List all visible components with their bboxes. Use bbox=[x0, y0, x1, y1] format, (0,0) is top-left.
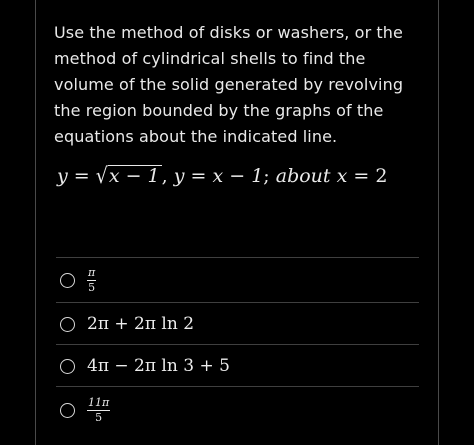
answer-option-1[interactable] bbox=[56, 259, 419, 301]
eq-radicand: x − 1 bbox=[108, 165, 160, 187]
answer-option-2[interactable] bbox=[56, 303, 419, 345]
equation-line bbox=[57, 165, 387, 187]
eq-line2: y = x − 1 bbox=[173, 165, 264, 187]
option-fraction: $\frac{11\pi}{5}$ bbox=[88, 395, 110, 424]
radio-icon[interactable] bbox=[60, 317, 75, 332]
eq-about-value: 2 bbox=[375, 165, 388, 187]
radio-icon[interactable] bbox=[60, 403, 75, 418]
sqrt-icon: √ bbox=[95, 163, 108, 189]
option-label: 2π + 2π ln 2 bbox=[87, 314, 195, 334]
divider bbox=[56, 386, 419, 387]
answer-option-3[interactable] bbox=[56, 345, 419, 387]
eq-sep1: , bbox=[161, 165, 174, 187]
divider bbox=[56, 257, 419, 258]
radio-icon[interactable] bbox=[60, 359, 75, 374]
option-fraction: $\frac{\pi}{5}$ bbox=[88, 265, 96, 294]
option-label: 4π − 2π ln 3 + 5 bbox=[87, 356, 230, 376]
eq-y1: y bbox=[57, 165, 68, 187]
question-text: Use the method of disks or washers, or the method of cylindrical shells to find the volume of the solid generated by revolving the region bounded by the graphs of the equations about the indicated line. bbox=[54, 23, 404, 146]
answer-option-4[interactable] bbox=[56, 389, 419, 431]
eq-sep2: ; bbox=[263, 165, 276, 187]
eq-equals: = bbox=[67, 165, 96, 187]
eq-about: about x = bbox=[275, 165, 376, 187]
radio-icon[interactable] bbox=[60, 273, 75, 288]
